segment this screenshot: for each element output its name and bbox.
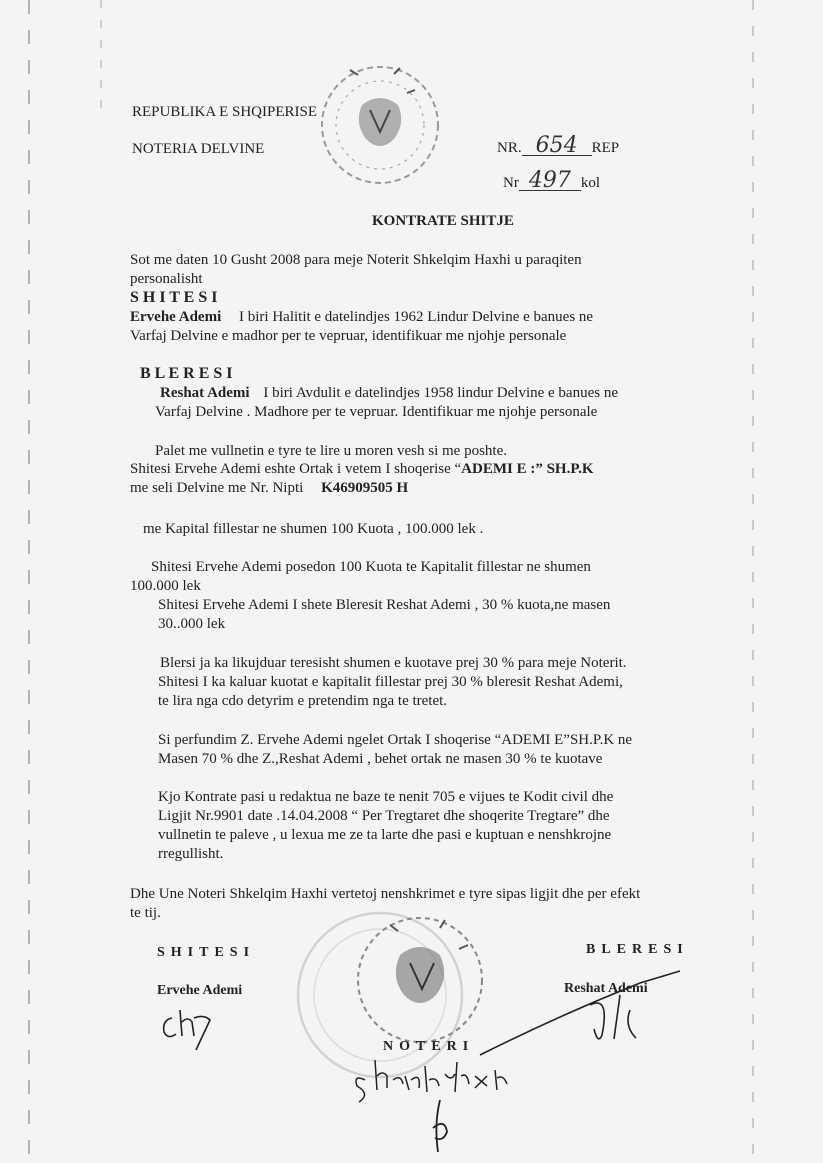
paragraph-initial-capital: me Kapital fillestar ne shumen 100 Kuota , 100.000 lek . [143,521,484,537]
buyer-signature-heading: BLERESI [586,942,689,957]
paragraph-payment-line-3: te lira nga cdo detyrim e pretendim nga te tretet. [158,693,448,709]
company-name: ADEMI E :” SH.P.K [461,461,594,477]
paragraph-certification-line-1: Dhe Une Noteri Shkelqim Haxhi vertetoj nenshkrimet e tyre sipas ligjit dhe per efekt [130,886,641,902]
paragraph-payment-line-2: Shitesi I ka kaluar kuotat e kapitalit fillestar prej 30 % bleresit Reshat Ademi, [158,674,623,690]
seller-line-1 [130,308,593,326]
paragraph-payment-line-1: Blersi ja ka likujduar teresisht shumen e kuotave prej 30 % para meje Noterit. [160,655,627,671]
scan-fold-left [28,0,30,1163]
paragraph-sale-line-2: 30..000 lek [158,616,226,632]
nr2-value: 497 [519,172,581,191]
paragraph-legal-line-1: Kjo Kontrate pasi u redaktua ne baze te nenit 705 e vijues te Kodit civil dhe [158,789,614,805]
paragraph-sale-line-1: Shitesi Ervehe Ademi I shete Bleresit Reshat Ademi , 30 % kuota,ne masen [158,597,611,613]
notary-signature-mark [345,1040,535,1160]
seat-text: me seli Delvine me Nr. Nipti [130,480,304,496]
nr-value: 654 [522,137,592,156]
seller-line-2: Varfaj Delvine e madhor per te vepruar, identifikuar me njohje personale [130,328,567,344]
paragraph-conclusion-line-1: Si perfundim Z. Ervehe Ademi ngelet Ortak I shoqerise “ADEMI E”SH.P.K ne [158,732,633,748]
seller-details: I biri Halitit e datelindjes 1962 Lindur Delvine e banues ne [239,309,594,325]
paragraph-shares-line-1: Shitesi Ervehe Ademi posedon 100 Kuota te Kapitalit fillestar ne shumen [151,559,591,575]
scan-fold-right [752,0,754,1163]
paragraph-shares-line-2: 100.000 lek [130,578,201,594]
rep-label: REP [591,140,620,156]
buyer-signature-name: Reshat Ademi [564,981,648,996]
buyer-line-1 [160,384,618,402]
rep-number-line [497,133,620,158]
kol-number-line [503,168,600,193]
paragraph-legal-line-2: Ligjit Nr.9901 date .14.04.2008 “ Per Tregtaret dhe shoqerite Tregtare” dhe [158,808,610,824]
paragraph-conclusion-line-2: Masen 70 % dhe Z.,Reshat Ademi , behet ortak ne masen 30 % te kuotave [158,751,603,767]
scan-fold-top [100,0,102,110]
intro-line-2: personalisht [130,271,203,287]
sole-partner-text: Shitesi Ervehe Ademi eshte Ortak i vetem I shoqerise “ [130,461,462,477]
nr-label: NR. [497,140,522,156]
nipt-number: K46909505 H [321,480,409,496]
notary-office: NOTERIA DELVINE [132,141,265,157]
seller-name: Ervehe Ademi [130,309,222,325]
paragraph-certification-line-2: te tij. [130,905,161,921]
paragraph-agreement: Palet me vullnetin e tyre te lire u moren vesh si me poshte. [155,443,507,459]
paragraph-seat [130,479,408,497]
seller-signature-name: Ervehe Ademi [157,983,243,998]
intro-line-1: Sot me daten 10 Gusht 2008 para meje Noterit Shkelqim Haxhi u paraqiten [130,252,582,268]
seller-signature-heading: SHITESI [157,945,256,960]
seller-signature-mark [150,1000,230,1060]
paragraph-legal-line-4: rregullisht. [158,846,224,862]
republic-header: REPUBLIKA E SHQIPERISE [132,104,318,120]
document-title: KONTRATE SHITJE [372,213,514,229]
kol-label: kol [580,175,600,191]
paragraph-sole-partner [130,460,594,478]
buyer-details: I biri Avdulit e datelindjes 1958 lindur Delvine e banues ne [263,385,618,401]
nr2-label: Nr [503,175,519,191]
buyer-heading: B L E R E S I [140,365,233,382]
buyer-name: Reshat Ademi [160,385,250,401]
buyer-line-2: Varfaj Delvine . Madhore per te vepruar. Identifikuar me njohje personale [155,404,598,420]
seller-heading: S H I T E S I [130,289,218,306]
paragraph-legal-line-3: vullnetin te paleve , u lexua me ze ta larte dhe pasi e kuptuan e nenshkrojne [158,827,612,843]
notary-signature-heading: NOTERI [383,1039,475,1054]
